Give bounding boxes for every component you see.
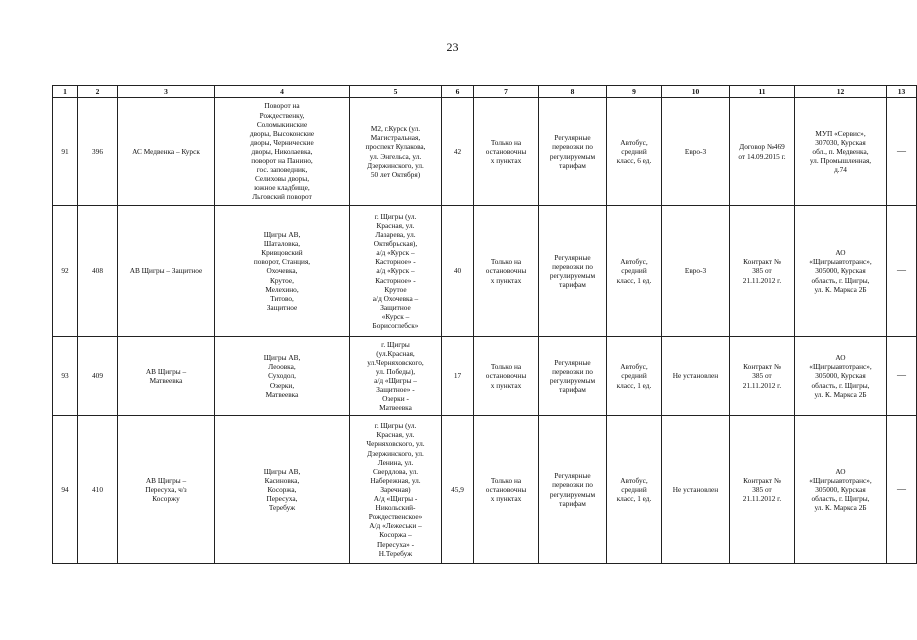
contract-info: Договор №469 от 14.09.2015 г. [730, 98, 795, 206]
column-header: 11 [730, 86, 795, 98]
table-row [53, 416, 917, 564]
row-number: 94 [53, 416, 78, 564]
column-header: 9 [607, 86, 662, 98]
route-stops: Щигры АВ, Леоовка, Суходол, Озерки, Матвеевка [215, 337, 350, 416]
route-length: 17 [442, 337, 474, 416]
boarding-rule: Только на остановочны х пунктах [474, 206, 539, 337]
route-length: 42 [442, 98, 474, 206]
row-number: 92 [53, 206, 78, 337]
extra-cell: — [887, 337, 917, 416]
column-header: 2 [78, 86, 118, 98]
contract-info: Контракт № 385 от 21.11.2012 г. [730, 206, 795, 337]
contract-info: Контракт № 385 от 21.11.2012 г. [730, 337, 795, 416]
table-row [53, 98, 917, 206]
column-header: 8 [539, 86, 607, 98]
tariff-type: Регулярные перевозки по регулируемым тарифам [539, 416, 607, 564]
vehicle-info: Автобус, средний класс, 1 ед. [607, 337, 662, 416]
column-header: 13 [887, 86, 917, 98]
route-number: 409 [78, 337, 118, 416]
carrier-info: АО «Щигрыавтотранс», 305000, Курская область, г. Щигры, ул. К. Маркса 2Б [795, 416, 887, 564]
eco-class: Евро-3 [662, 98, 730, 206]
column-header: 6 [442, 86, 474, 98]
eco-class: Не установлен [662, 337, 730, 416]
extra-cell: — [887, 416, 917, 564]
route-number: 408 [78, 206, 118, 337]
vehicle-info: Автобус, средний класс, 6 ед. [607, 98, 662, 206]
route-stops: Поворот на Рождественку, Соломыкинские дворы, Высоконские дворы, Чернические дворы, Николаевка, поворот на Панино, гос. заповедник, Селиховы дворы, южное кладбище, Льговский поворот [215, 98, 350, 206]
vehicle-info: Автобус, средний класс, 1 ед. [607, 416, 662, 564]
route-streets: г. Щигры (ул. Красная, ул. Черняховского, ул. Дзержинского, ул. Ленина, ул. Свердлова, ул. Набережная, ул. Заречная) А/д «Щигры - Никольский- Рождественское» А/д «Лежеськи – Косоржа – Пересуха» - Н.Теребуж [350, 416, 442, 564]
contract-info: Контракт № 385 от 21.11.2012 г. [730, 416, 795, 564]
column-header: 5 [350, 86, 442, 98]
route-streets: г. Щигры (ул.Красная, ул.Черняховского, ул. Победы), а/д «Щигры – Защитное» - Озерки - Матвеевка [350, 337, 442, 416]
boarding-rule: Только на остановочны х пунктах [474, 416, 539, 564]
route-length: 40 [442, 206, 474, 337]
route-length: 45,9 [442, 416, 474, 564]
route-streets: М2, г.Курск (ул. Магистральная, проспект Кулакова, ул. Энгельса, ул. Дзержинского, ул. 50 лет Октября) [350, 98, 442, 206]
column-header: 4 [215, 86, 350, 98]
column-header: 12 [795, 86, 887, 98]
table-row [53, 206, 917, 337]
extra-cell: — [887, 98, 917, 206]
table-row [53, 337, 917, 416]
tariff-type: Регулярные перевозки по регулируемым тарифам [539, 337, 607, 416]
route-name: АВ Щигры – Пересуха, ч/з Косоржу [118, 416, 215, 564]
tariff-type: Регулярные перевозки по регулируемым тарифам [539, 98, 607, 206]
route-stops: Щигры АВ, Шаталовка, Кривцовский поворот, Станция, Охочевка, Крутое, Мелехино, Титово, Защитное [215, 206, 350, 337]
route-name: АС Медвенка – Курск [118, 98, 215, 206]
row-number: 93 [53, 337, 78, 416]
column-header: 10 [662, 86, 730, 98]
header-row [53, 86, 917, 98]
routes-table [52, 85, 917, 564]
page-number: 23 [446, 40, 459, 54]
eco-class: Евро-3 [662, 206, 730, 337]
boarding-rule: Только на остановочны х пунктах [474, 98, 539, 206]
route-number: 410 [78, 416, 118, 564]
column-header: 3 [118, 86, 215, 98]
tariff-type: Регулярные перевозки по регулируемым тарифам [539, 206, 607, 337]
boarding-rule: Только на остановочны х пунктах [474, 337, 539, 416]
row-number: 91 [53, 98, 78, 206]
carrier-info: МУП «Сервис», 307030, Курская обл., п. Медвенка, ул. Промышленная, д.74 [795, 98, 887, 206]
carrier-info: АО «Щигрыавтотранс», 305000, Курская область, г. Щигры, ул. К. Маркса 2Б [795, 337, 887, 416]
carrier-info: АО «Щигрыавтотранс», 305000, Курская область, г. Щигры, ул. К. Маркса 2Б [795, 206, 887, 337]
column-header: 7 [474, 86, 539, 98]
vehicle-info: Автобус, средний класс, 1 ед. [607, 206, 662, 337]
route-name: АВ Щигры – Матвеевка [118, 337, 215, 416]
route-number: 396 [78, 98, 118, 206]
route-name: АВ Щигры – Защитное [118, 206, 215, 337]
extra-cell: — [887, 206, 917, 337]
eco-class: Не установлен [662, 416, 730, 564]
route-stops: Щигры АВ, Касиновка, Косоржа, Пересуха, Теребуж [215, 416, 350, 564]
column-header: 1 [53, 86, 78, 98]
route-streets: г. Щигры (ул. Красная, ул. Лазарева, ул. Октябрьская), а/д «Курск – Касторное» - а/д «Курск – Касторное» - Крутое а/д Охочевка – Защитное «Курск – Борисоглебск» [350, 206, 442, 337]
